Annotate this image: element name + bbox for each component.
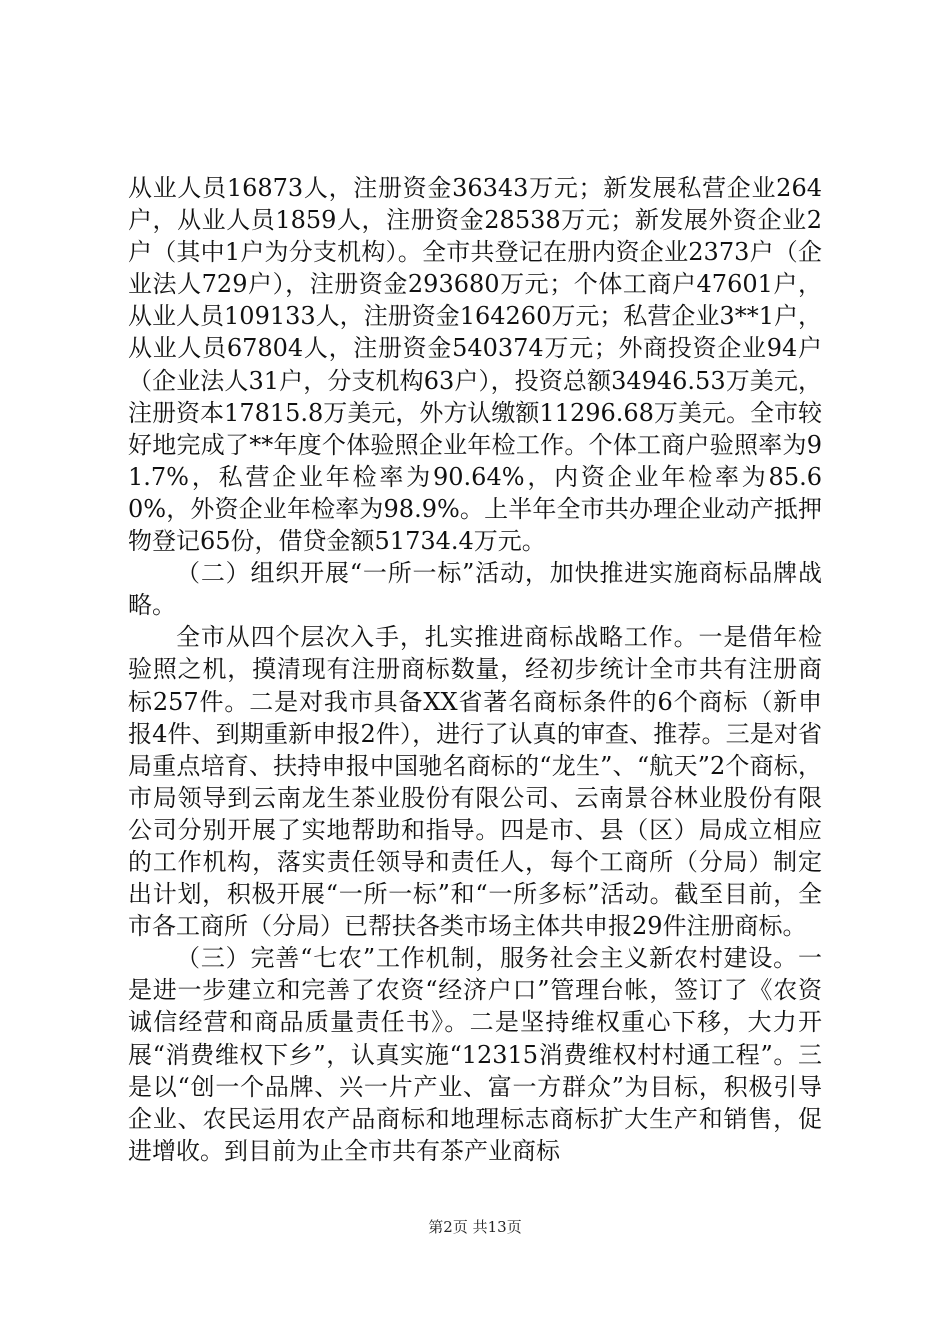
document-body (128, 172, 822, 1167)
section-heading-trademark: （二）组织开展“一所一标”活动，加快推进实施商标品牌战略。 (128, 559, 822, 620)
paragraph-rural-construction: （三）完善“七农”工作机制，服务社会主义新农村建设。一是进一步建立和完善了农资“经济户口”管理台帐，签订了《农资诚信经营和商品质量责任书》。二是坚持维权重心下移，大力开展“消费维权下乡”，认真实施“12315消费维权村村通工程”。三是以“创一个品牌、兴一片产业、富一方群众”为目标，积极引导企业、农民运用农产品商标和地理标志商标扩大生产和销售，促进增收。到目前为止全市共有茶产业商标 (128, 944, 822, 1165)
page-number-footer: 第2页 共13页 (428, 1218, 522, 1236)
paragraph-trademark-strategy: 全市从四个层次入手，扎实推进商标战略工作。一是借年检验照之机，摸清现有注册商标数量，经初步统计全市共有注册商标257件。二是对我市具备XX省著名商标条件的6个商标（新申报4件、到期重新申报2件），进行了认真的审查、推荐。三是对省局重点培育、扶持申报中国驰名商标的“龙生”、“航天”2个商标，市局领导到云南龙生茶业股份有限公司、云南景谷林业股份有限公司分别开展了实地帮助和指导。四是市、县（区）局成立相应的工作机构，落实责任领导和责任人，每个工商所（分局）制定出计划，积极开展“一所一标”和“一所多标”活动。截至目前，全市各工商所（分局）已帮扶各类市场主体共申报29件注册商标。 (128, 623, 822, 941)
paragraph-statistics: 从业人员16873人，注册资金36343万元；新发展私营企业264户，从业人员1859人，注册资金28538万元；新发展外资企业2户（其中1户为分支机构）。全市共登记在册内资企业2373户（企业法人729户），注册资金293680万元；个体工商户47601户，从业人员109133人，注册资金164260万元；私营企业3**1户，从业人员67804人，注册资金540374万元；外商投资企业94户（企业法人31户，分支机构63户），投资总额34946.53万美元，注册资本17815.8万美元，外方认缴额11296.68万美元。全市较好地完成了**年度个体验照企业年检工作。个体工商户验照率为91.7%，私营企业年检率为90.64%，内资企业年检率为85.60%，外资企业年检率为98.9%。上半年全市共办理企业动产抵押物登记65份，借贷金额51734.4万元。 (128, 174, 822, 556)
